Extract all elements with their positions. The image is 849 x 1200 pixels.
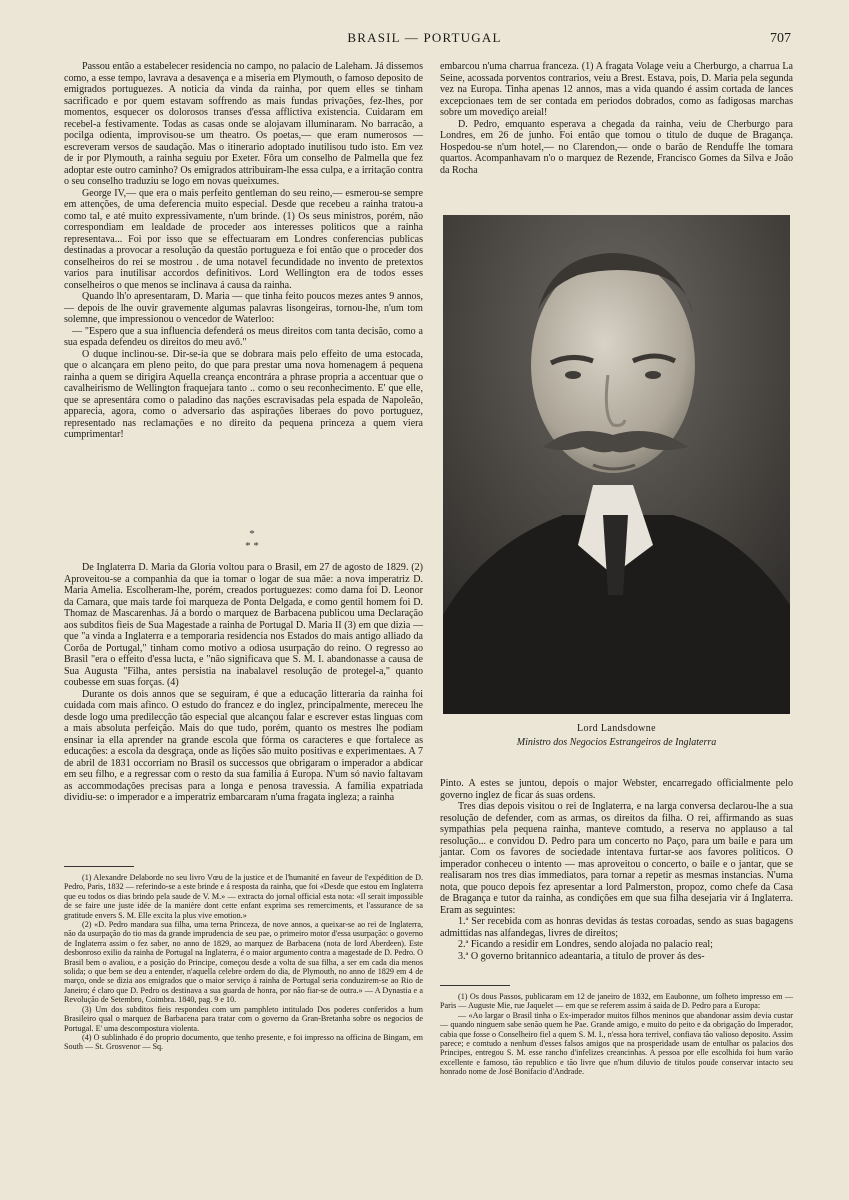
list-item: 2.ª Ficando a residir em Londres, sendo alojada no palacio real; bbox=[458, 939, 713, 950]
paragraph: Tres dias depois visitou o rei de Inglaterra, e na larga conversa declarou-lhe a sua resolução de defender, com as armas, os direitos da filha. O rei, affirmando as suas sympathias pela pequena rainha, manteve comtudo, a reserva no applauso a tal resolução... e convidou D. Pedro para um concerto no Paço, para um baile e para um jantar. Com os favores de sociedade intentava furtar-se aos favores politicos. O imperador conheceu o intento — mas aproveitou o concerto, o baile e o jantar, que se realisaram nos tres dias immediatos, para tornar a repetir as mesmas instancias. N'uma nota, que pouco depois fez apresentar a lord Palmerston, propoz, como chefe da Casa de Bragança e tutor da rainha, as condições em que sua filha desejaria vir á Inglaterra. Eram as seguintes: bbox=[440, 801, 793, 916]
footnote-divider bbox=[440, 985, 510, 986]
quotation: — "Espero que a sua influencia defenderá os meus direitos com tanta decisão, como a sua espada defendeu os direitos do meu avô." bbox=[64, 325, 423, 348]
paragraph: Quando lh'o apresentaram, D. Maria — que tinha feito poucos mezes antes 9 annos,— depois de lhe ouvir gravemente algumas palavras lisongeiras, tornou-lhe, n'um tom solemne, que impressionou o vencedor de Waterloo: bbox=[64, 291, 423, 325]
running-title: BRASIL — PORTUGAL bbox=[347, 30, 502, 45]
paragraph: Passou então a estabelecer residencia no campo, no palacio de Laleham. Já dissemos como, a esse tempo, lavrava a desavença e a miseria em Plymouth, o famoso deposito de emigrados portuguezes. A noticia da vinda da rainha, por quem elles se tinham sacrificado e por quem estavam soffrendo as mais fundas privações, fez-lhes, por momentos, esquecer os dolorosos transes d'essa afflictiva existencia. Cuidaram em recebel-a festivamente. Todas as casas onde se alojavam illuminaram. No barracão, a pocilga odienta, improvisou-se um theatro. Os poetas,— que eram numerosos — escreveram versos de saudação. Mas o itinerario adoptado inutilisou tudo isto. Em vez de ir por Plymouth, a rainha seguiu por Exeter. Fôra um conselho de Palmella que fez adoptar este outro caminho? Os emigrados attribuiram-lhe essa culpa, e a irritação contra o seu conselho traduziu se logo em novas queixumes. bbox=[64, 61, 423, 187]
paragraph: D. Pedro, emquanto esperava a chegada da rainha, veiu de Cherburgo para Londres, em 26 de junho. Foi então que tomou o titulo de duque de Bragança. Hospedou-se n'um hotel,— no Clarendon,— onde o barão de Renduffe lhe tomara quartos. Acompanhavam n'o o marquez de Rezende, Francisco Gomes da Silva e João da Rocha bbox=[440, 118, 793, 176]
portrait-photo bbox=[443, 215, 790, 714]
portrait-illustration bbox=[443, 215, 790, 714]
section-separator: * * * bbox=[245, 528, 259, 552]
footnote: (3) Um dos subditos fieis respondeu com um pamphleto intitulado Dos poderes conferidos a hum Brasileiro qual o marquez de Barbacena para tratar com o governo da Gran-Bretanha sobre os negocios de Portugal. E' uma descompostura violenta. bbox=[64, 1004, 423, 1033]
footnote: (1) Os dous Passos, publicaram em 12 de janeiro de 1832, em Eaubonne, um folheto impresso em — Paris — Auguste Mie, rue Jaquelet — em que se referem assim á saida de D. Pedro para a Europa: bbox=[440, 992, 793, 1011]
list-item: 1.ª Ser recebida com as honras devidas ás testas coroadas, sendo as suas bagagens admittidas nas alfandegas, livres de direitos; bbox=[440, 916, 793, 939]
right-column-text-top bbox=[440, 61, 793, 193]
paragraph: O duque inclinou-se. Dir-se-ia que se dobrara mais pelo effeito de uma estocada, que o alcançara em pleno peito, do que para prestar uma nova homenagem á pequena rainha a quem se dirigira Aquella creança encontrára a phrase propria a accentuar que o cavalheirismo de Wellington fraquejara tanto .. como o seu reconhecimento. E' que elle, que se apresentára como o paladino das nações escravisadas pela espada de Napoleão, apparecia, agora, como o adversario das aspirações liberaes do povo portuguez, representado nas reclamações e no direito da pequena princeza a quem viera cumprimentar! bbox=[64, 348, 423, 440]
left-footnotes bbox=[64, 873, 423, 1052]
left-column-text-continued bbox=[64, 562, 423, 856]
footnote: — «Ao largar o Brasil tinha o Ex-imperador muitos filhos meninos que abandonar assim devia custar — quando ninguem sabe senão quem he Pae. Grande amigo, e muito do peito e da obrigação do Imperador, cabia que fosse o Conselheiro fiel a quem S. M. I., n'essa hora terrivel, confiava tão valioso deposito. Assim parece; e comtudo a nenhum d'esses falsos amigos que na prosperidade usam de entulhar os palacios dos Principes, entregou S. M. esse rancho d'infelizes creancinhas. A pessoa por elle escolhida foi hum varão excellente e famoso, tão republico e tão livre que n'hum diluvio de titulos poude conservar intacto seu honrado nome de José Bonifacio d'Andrade. bbox=[440, 1010, 793, 1077]
page-header bbox=[0, 30, 849, 50]
right-column-text-bottom bbox=[440, 778, 793, 978]
paragraph: Durante os dois annos que se seguiram, é que a educação litteraria da rainha foi cuidada com mais afinco. O estudo do francez e do inglez, principalmente, mereceu lhe desde logo uma predilecção tão especial que alcançou falar e escrever estas linguas com a mais absoluta perfeição. Mais do que tudo, porém, quanto os mestres lhe podiam ensinar ia ella aprender na grande escola que fórma os caracteres e que fortalece as educações: a escola da desgraça, onde as lições são muito positivas e experimentaes. A 7 de abril de 1831 occorriam no Brasil os successos que obrigaram o imperador a abdicar em seu filho, e a regressar com o resto da sua familia á Europa. N'um só navio faltavam as accommodações precisas para a longa e penosa travessia. A familia expatriada dividiu-se: o imperador e a imperatriz embarcaram n'uma fragata ingleza; a rainha bbox=[64, 688, 423, 803]
footnote-divider bbox=[64, 866, 134, 867]
paragraph: Pinto. A estes se juntou, depois o major Webster, encarregado officialmente pelo governo inglez de ficar ás suas ordens. bbox=[440, 778, 793, 801]
portrait-caption-name: Lord Landsdowne bbox=[576, 723, 657, 734]
paragraph: George IV,— que era o mais perfeito gentleman do seu reino,— esmerou-se sempre em attenções, de uma deferencia muito especial. Desde que recebeu a rainha tratou-a como tal, e até muito expressivamente, n'um brinde. (1) Os seus ministros, porém, não correspondiam em lealdade de proceder aos interesses politicos que a rainha representava... Foi por isso que se effectuaram em Londres conferencias publicas destinadas a provocar a resolução da questão portugueza e foi então que o proceder dos conselheiros do rei se mostrou . de uma notavel fecundidade no invento de pretextos varios para inutilisar accordos definitivos. Lord Wellington era de todos esses conselheiros o que menos se inclinava á causa da rainha. bbox=[64, 187, 423, 291]
footnote: (4) O sublinhado é do proprio documento, que tenho presente, e foi impresso na officina de Bingam, em South — St. Grosvenor — Sq. bbox=[64, 1032, 423, 1052]
right-footnotes bbox=[440, 992, 793, 1084]
list-item: 3.ª O governo britannico adeantaria, a titulo de prover ás des- bbox=[458, 950, 705, 962]
footnote: (1) Alexandre Delaborde no seu livro Vœu de la justice et de l'humanité en faveur de l'expédition de D. Pedro, Paris, 1832 — referindo-se a este brinde e á resposta da rainha, que foi «Desde que estou em Inglaterra que eu todos os dias brindo pela saude de V. M.» — extracta do jornal official esta nota: «Il serait impossible de se faire une juste idée de la manière dont cette enfant exprima ses remerciments, et l'assurance de sa gratitude envers S. M. Elle excita la plus vive emotion.» bbox=[64, 873, 423, 920]
left-column-text bbox=[64, 61, 423, 553]
footnote: (2) «D. Pedro mandara sua filha, uma terna Princeza, de nove annos, a queixar-se ao rei de Inglaterra, não da usurpação do tio mas da grande imprudencia de seu pae, o primeiro motor d'essa usurpação: o governo de Inglaterra assim o fez saber, no anno de 1829, ao marquez de Barbacena (nota de lord Aberdeen). Este desbonroso exilio da rainha de Portugal na Inglaterra, é o maior argumento contra a magestade de D. Pedro. O Brasil bem o avaliou, e a posição do Principe, começou desde a volta de sua filha, a ser em cada dia menos solida; o que bem se deu a entender, n'aquella celebre ordem do dia, de Plymouth, no anno de 1829 em 4 de março, onde se dizia aos emigrados que o maior serviço á rainha de Portugal seria conduzirem-se ao Rio de Janeiro; é claro que D. Pedro os destinava a sua guarda de honra, por não fiar-se de outra.» — A Dynastia e a Revolução de Setembro, Coimbra. 1840, pag. 9 e 10. bbox=[64, 920, 423, 1005]
portrait-caption-role: Ministro dos Negocios Estrangeiros de Inglaterra bbox=[516, 737, 717, 748]
paragraph: embarcou n'uma charrua franceza. (1) A fragata Volage veiu a Cherburgo, a charrua La Seine, acossada porventos contrarios, veiu a Brest. Estava, pois, D. Maria pela segunda vez na Europa. Tinha apenas 12 annos, mas a vida quando é assim cortada de lances excepcionaes tem de ser contada em periodos dobrados, como as fadigosas marchas sobre um movediço areial! bbox=[440, 61, 793, 118]
page-number: 707 bbox=[770, 31, 791, 46]
paragraph: De Inglaterra D. Maria da Gloria voltou para o Brasil, em 27 de agosto de 1829. (2) Aproveitou-se a companhia da que ia tomar o logar de sua mãe: a nova imperatriz D. Maria Amelia. Escolheram-lhe, porém, creados portuguezes: como dama foi D. Leonor da Camara, que mais tarde foi marqueza de Ponta Delgada, e como gentil homem foi D. Thomaz de Mascarenhas. Já a bordo o marquez de Barbacena publicou uma Declaração aos subditos fieis de Sua Magestade a rainha de Portugal D. Maria II (3) em que dizia — que "a vinda a Inglaterra e a temporaria residencia nos Estados do mais antigo alliado da Corôa de Portugal," tinham como motivo a odiosa usurpação do reino. O regresso ao Brasil "era o effeito d'essa lucta, e "não significava que S. M. I. abandonasse a causa de Sua Augusta "Filha, antes persistia na inabalavel resolução de protegel-a," quanto coubesse em suas forças. (4) bbox=[64, 562, 423, 688]
